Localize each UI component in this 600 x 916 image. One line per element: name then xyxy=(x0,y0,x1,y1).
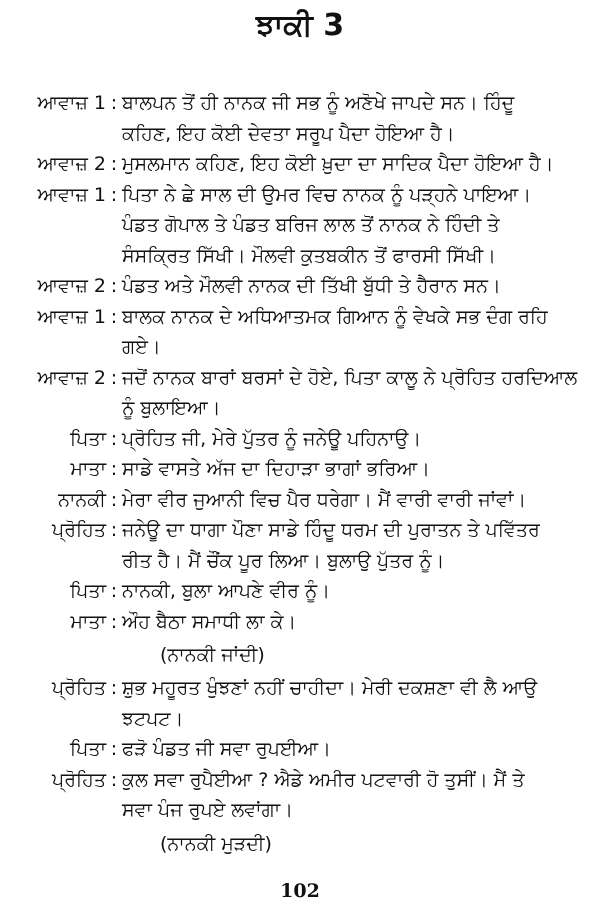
speaker-separator: : xyxy=(110,677,118,699)
speaker-name: ਮਾਤਾ xyxy=(70,610,106,633)
dialogue-line xyxy=(0,88,600,149)
dialogue-text: ਪ੍ਰੋਹਿਤ ਜੀ, ਮੇਰੇ ਪੁੱਤਰ ਨੂੰ ਜਨੇਊ ਪਹਿਨਾਉ। xyxy=(122,427,422,450)
dialogue-line xyxy=(0,576,600,607)
dialogue-text: ਔਹ ਬੈਠਾ ਸਮਾਧੀ ਲਾ ਕੇ। xyxy=(122,610,297,633)
speaker-name: ਆਵਾਜ਼ 1 xyxy=(37,305,106,328)
dialogue-line xyxy=(0,149,600,180)
dialogue-text: ਜਦੋਂ ਨਾਨਕ ਬਾਰਾਂ ਬਰਸਾਂ ਦੇ ਹੋਏ, ਪਿਤਾ ਕਾਲੂ ਨੇ ਪ੍ਰੋਹਿਤ ਹਰਦਿਆਲ ਨੂੰ ਬੁਲਾਇਆ। xyxy=(122,366,578,419)
scene-title: ਝਾਕੀ 3 xyxy=(255,8,345,43)
dialogue-line xyxy=(0,180,600,272)
speaker-name: ਆਵਾਜ਼ 2 xyxy=(37,153,106,175)
dialogue-line xyxy=(0,485,600,516)
dialogue-text: ਪੰਡਤ ਅਤੇ ਮੌਲਵੀ ਨਾਨਕ ਦੀ ਤਿੱਖੀ ਬੁੱਧੀ ਤੇ ਹੈਰਾਨ ਸਨ। xyxy=(122,275,501,297)
speaker-separator: : xyxy=(110,580,118,602)
speaker-name: ਪਿਤਾ xyxy=(70,738,106,760)
speaker-name: ਨਾਨਕੀ xyxy=(58,488,106,511)
dialogue-line xyxy=(0,673,600,734)
dialogue-line xyxy=(0,454,600,485)
speaker-name: ਪ੍ਰੋਹਿਤ xyxy=(52,519,106,541)
dialogue-line xyxy=(0,765,600,826)
dialogue-line xyxy=(0,363,600,424)
play-script xyxy=(0,88,600,862)
dialogue-text: ਮੁਸਲਮਾਨ ਕਹਿਣ, ਇਹ ਕੋਈ ਖ਼ੁਦਾ ਦਾ ਸਾਦਿਕ ਪੈਦਾ ਹੋਇਆ ਹੈ। xyxy=(122,153,554,175)
dialogue-text: ਕੁਲ ਸਵਾ ਰੁਪੈਈਆ ? ਐਡੇ ਅਮੀਰ ਪਟਵਾਰੀ ਹੋ ਤੁਸੀਂ। ਮੈਂ ਤੇ ਸਵਾ ਪੰਜ ਰੁਪਏ ਲਵਾਂਗਾ। xyxy=(122,768,525,821)
speaker-name: ਆਵਾਜ਼ 2 xyxy=(37,366,106,389)
speaker-name: ਆਵਾਜ਼ 2 xyxy=(37,275,106,297)
speaker-name: ਆਵਾਜ਼ 1 xyxy=(37,92,106,114)
speaker-separator: : xyxy=(110,768,118,791)
speaker-separator: : xyxy=(110,275,118,297)
speaker-separator: : xyxy=(110,610,118,633)
dialogue-line xyxy=(0,515,600,576)
dialogue-text: ਪਿਤਾ ਨੇ ਛੇ ਸਾਲ ਦੀ ਉਮਰ ਵਿਚ ਨਾਨਕ ਨੂੰ ਪੜ੍ਹਨੇ ਪਾਇਆ। ਪੰਡਤ ਗੋਪਾਲ ਤੇ ਪੰਡਤ ਬਰਿਜ ਲਾਲ ਤੋਂ ਨਾਨਕ ਨੇ ਹਿੰਦੀ ਤੇ ਸੰਸਕ੍ਰਿਤ ਸਿੱਖੀ। ਮੌਲਵੀ ਕੁਤਬਕੀਨ ਤੋਂ ਫਾਰਸੀ ਸਿੱਖੀ। xyxy=(122,183,532,267)
speaker-separator: : xyxy=(110,366,118,389)
dialogue-text: ਸਾਡੇ ਵਾਸਤੇ ਅੱਜ ਦਾ ਦਿਹਾੜਾ ਭਾਗਾਂ ਭਰਿਆ। xyxy=(122,458,430,480)
speaker-separator: : xyxy=(110,183,118,206)
dialogue-text: ਬਾਲਕ ਨਾਨਕ ਦੇ ਅਧਿਆਤਮਕ ਗਿਆਨ ਨੂੰ ਵੇਖਕੇ ਸਭ ਦੰਗ ਰਹਿ ਗਏ। xyxy=(122,305,548,358)
speaker-separator: : xyxy=(110,488,118,511)
dialogue-line xyxy=(0,302,600,363)
speaker-name: ਆਵਾਜ਼ 1 xyxy=(37,183,106,206)
speaker-separator: : xyxy=(110,153,118,175)
dialogue-text: ਮੇਰਾ ਵੀਰ ਜੁਆਨੀ ਵਿਚ ਪੈਰ ਧਰੇਗਾ। ਮੈਂ ਵਾਰੀ ਵਾਰੀ ਜਾਂਵਾਂ। xyxy=(122,488,527,511)
dialogue-text: ਫੜੋ ਪੰਡਤ ਜੀ ਸਵਾ ਰੁਪਈਆ। xyxy=(122,738,331,760)
dialogue-text: ਨਾਨਕੀ, ਬੁਲਾ ਆਪਣੇ ਵੀਰ ਨੂੰ। xyxy=(122,580,331,602)
speaker-name: ਪ੍ਰੋਹਿਤ xyxy=(52,677,106,699)
dialogue-line xyxy=(0,271,600,302)
speaker-name: ਪਿਤਾ xyxy=(70,427,106,450)
speaker-name: ਪਿਤਾ xyxy=(70,580,106,602)
dialogue-line xyxy=(0,424,600,455)
dialogue-line xyxy=(0,734,600,765)
speaker-name: ਮਾਤਾ xyxy=(70,458,106,480)
speaker-name: ਪ੍ਰੋਹਿਤ xyxy=(52,768,106,791)
speaker-separator: : xyxy=(110,92,118,114)
stage-direction: (ਨਾਨਕੀ ਮੁੜਦੀ) xyxy=(160,832,272,855)
speaker-separator: : xyxy=(110,458,118,480)
speaker-separator: : xyxy=(110,519,118,541)
page-number: 102 xyxy=(280,880,320,902)
speaker-separator: : xyxy=(110,738,118,760)
dialogue-text: ਸ਼ੁਭ ਮਹੂਰਤ ਖੁੰਝਣਾਂ ਨਹੀਂ ਚਾਹੀਦਾ। ਮੇਰੀ ਦਕਸ਼ਣਾ ਵੀ ਲੈ ਆਉ ਝਟਪਟ। xyxy=(122,677,538,730)
speaker-separator: : xyxy=(110,305,118,328)
dialogue-line xyxy=(0,607,600,638)
speaker-separator: : xyxy=(110,427,118,450)
dialogue-text: ਬਾਲਪਨ ਤੋਂ ਹੀ ਨਾਨਕ ਜੀ ਸਭ ਨੂੰ ਅਣੋਖੇ ਜਾਪਦੇ ਸਨ। ਹਿੰਦੂ ਕਹਿਣ, ਇਹ ਕੋਈ ਦੇਵਤਾ ਸਰੂਪ ਪੈਦਾ ਹੋਇਆ ਹੈ। xyxy=(122,92,515,145)
stage-direction: (ਨਾਨਕੀ ਜਾਂਦੀ) xyxy=(160,644,265,666)
dialogue-text: ਜਨੇਊ ਦਾ ਧਾਗਾ ਪੌਣਾ ਸਾਡੇ ਹਿੰਦੂ ਧਰਮ ਦੀ ਪੁਰਾਤਨ ਤੇ ਪਵਿੱਤਰ ਰੀਤ ਹੈ। ਮੈਂ ਚੌਂਕ ਪੂਰ ਲਿਆ। ਬੁਲਾਉ ਪੁੱਤਰ ਨੂੰ। xyxy=(122,519,540,572)
